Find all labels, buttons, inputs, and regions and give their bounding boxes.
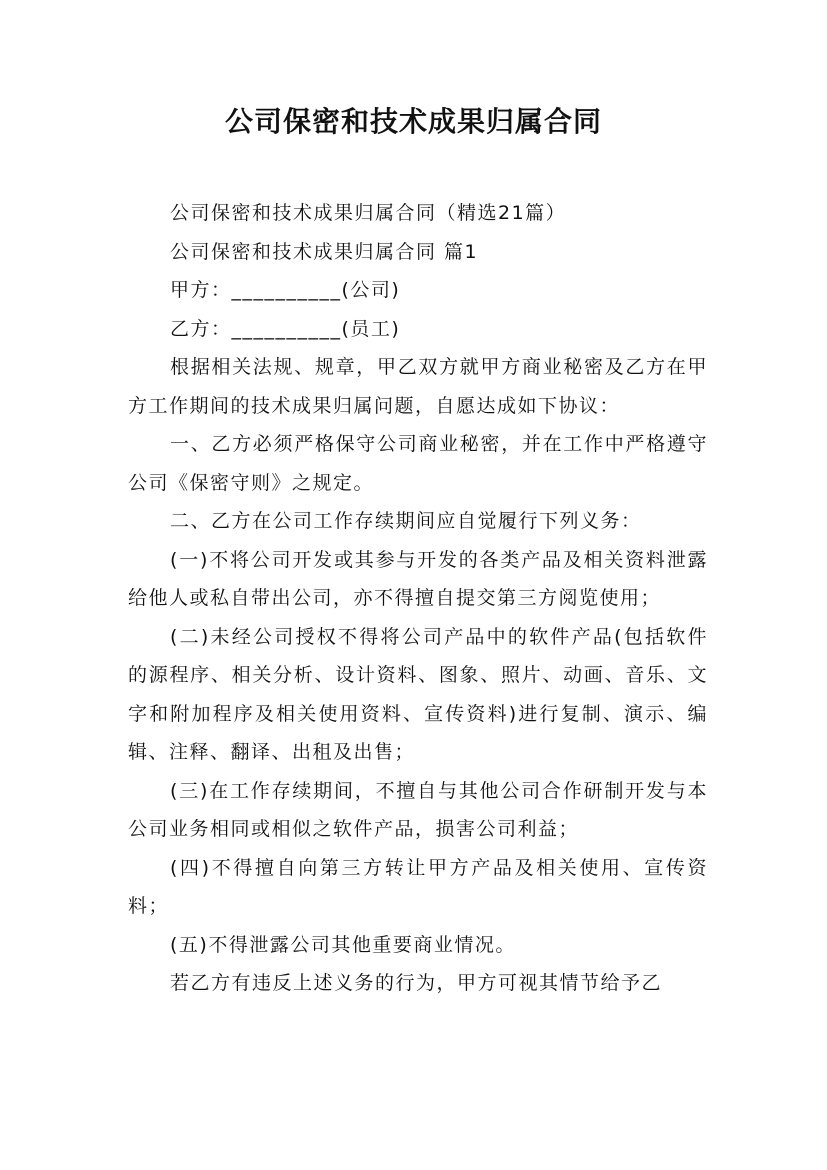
paragraph-item-1: (一)不将公司开发或其参与开发的各类产品及相关资料泄露给他人或私自带出公司，亦不得擅自提交第三方阅览使用；	[128, 548, 708, 609]
paragraph-item-4: (四)不得擅自向第三方转让甲方产品及相关使用、宣传资料；	[128, 856, 708, 917]
paragraph-violation: 若乙方有违反上述义务的行为，甲方可视其情节给予乙	[170, 972, 663, 994]
paragraph-party-b: 乙方：__________(员工)	[170, 317, 401, 340]
paragraph-party-a: 甲方：__________(公司)	[170, 279, 401, 301]
paragraph-item-3: (三)在工作存续期间，不擅自与其他公司合作研制开发与本公司业务相同或相似之软件产品，损害公司利益；	[128, 779, 708, 840]
paragraph-clause-1: 一、乙方必须严格保守公司商业秘密，并在工作中严格遵守公司《保密守则》之规定。	[128, 433, 708, 494]
document-body	[128, 194, 708, 1003]
paragraph-part-heading: 公司保密和技术成果归属合同 篇1	[170, 240, 479, 263]
paragraph-item-5: (五)不得泄露公司其他重要商业情况。	[170, 933, 516, 956]
paragraph-clause-2: 二、乙方在公司工作存续期间应自觉履行下列义务：	[170, 510, 642, 532]
paragraph-item-2: (二)未经公司授权不得将公司产品中的软件产品(包括软件的源程序、相关分析、设计资料、图象、照片、动画、音乐、文字和附加程序及相关使用资料、宣传资料)进行复制、演示、编辑、注释、翻译、出租及出售；	[128, 625, 708, 763]
paragraph-subtitle: 公司保密和技术成果归属合同（精选21篇）	[170, 202, 567, 224]
document-title: 公司保密和技术成果归属合同	[224, 105, 602, 138]
paragraph-preamble: 根据相关法规、规章，甲乙双方就甲方商业秘密及乙方在甲方工作期间的技术成果归属问题，自愿达成如下协议：	[128, 356, 708, 417]
